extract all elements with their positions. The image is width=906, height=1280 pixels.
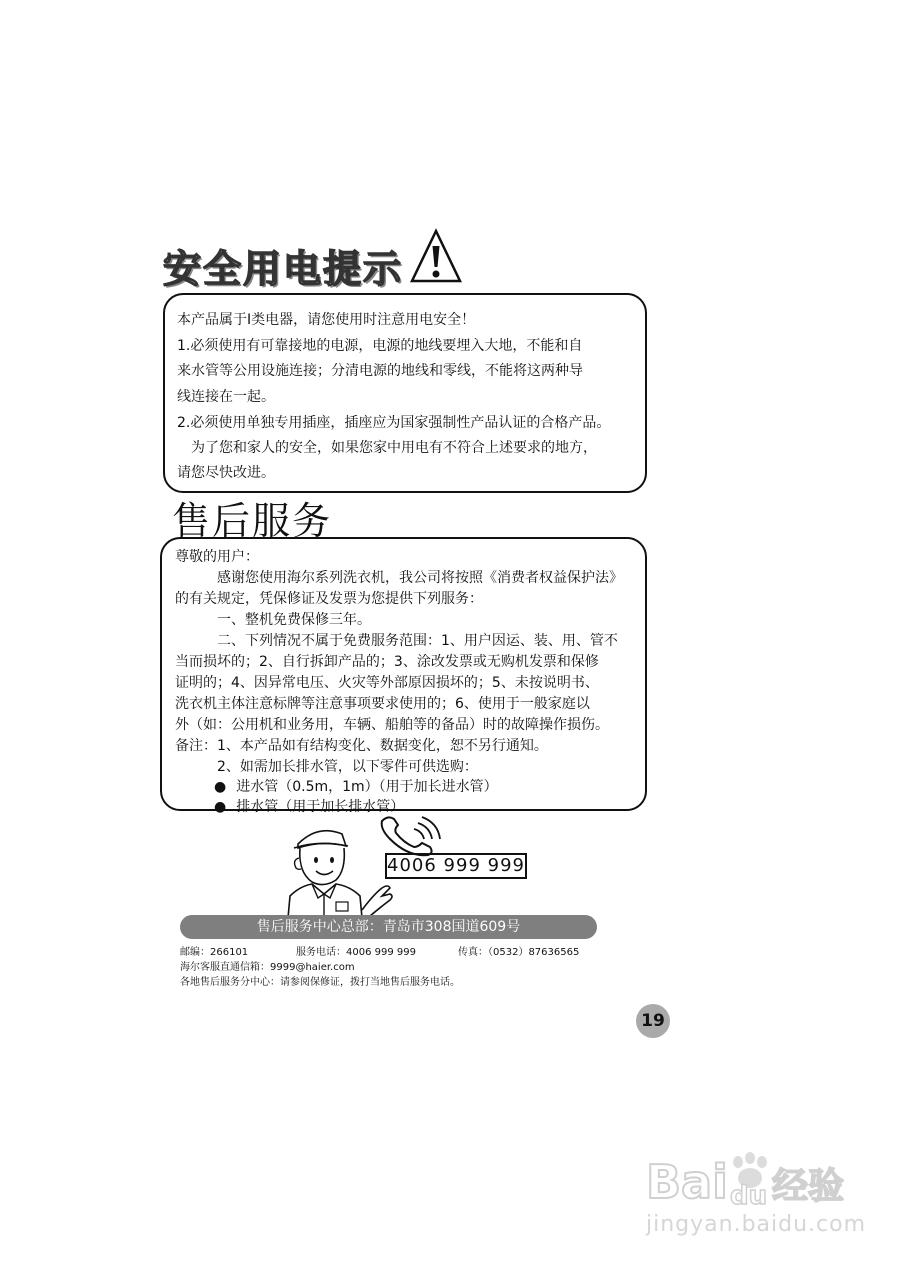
service-title: 售后服务 [172, 499, 333, 543]
postcode: 邮编：266101 [180, 947, 249, 958]
service-line: 当而损坏的；2、自行拆卸产品的；3、涂改发票或无购机发票和保修 [175, 654, 599, 670]
svg-text:经验: 经验 [772, 1166, 845, 1207]
safety-line: 2.必须使用单独专用插座，插座应为国家强制性产品认证的合格产品。 [177, 415, 611, 431]
safety-line: 请您尽快改进。 [177, 465, 275, 481]
branch-info: 各地售后服务分中心：请参阅保修证，拨打当地售后服务电话。 [180, 977, 460, 988]
service-line: 二、下列情况不属于免费服务范围：1、用户因运、装、用、管不 [175, 633, 618, 649]
service-line: 洗衣机主体注意标牌等注意事项要求使用的；6、使用于一般家庭以 [175, 696, 590, 712]
bullet-icon: ● [214, 799, 227, 815]
bullet-icon: ● [214, 779, 227, 795]
bullet-text: 排水管（用于加长排水管） [236, 799, 405, 815]
safety-line: 为了您和家人的安全，如果您家中用电有不符合上述要求的地方， [177, 440, 597, 456]
safety-line: 本产品属于I类电器，请您使用时注意用电安全！ [177, 312, 476, 328]
safety-line: 来水管等公用设施连接；分清电源的地线和零线，不能将这两种导 [177, 363, 583, 379]
hotline-number: 4006 999 999 [385, 853, 527, 879]
service-line: 证明的；4、因异常电压、火灾等外部原因损坏的；5、未按说明书、 [175, 675, 599, 691]
page-number: 19 [636, 1004, 670, 1038]
service-line: 外（如：公用机和业务用，车辆、船舶等的备品）时的故障操作损伤。 [175, 717, 609, 733]
svg-text:Bai: Bai [646, 1155, 728, 1209]
service-phone: 服务电话：4006 999 999 [296, 947, 416, 958]
safety-line: 线连接在一起。 [177, 389, 275, 405]
svg-text:du: du [730, 1181, 768, 1210]
service-terms-box [160, 537, 647, 815]
telephone-icon [378, 813, 444, 857]
service-email: 海尔客服直通信箱：9999@haier.com [180, 962, 355, 973]
safety-line: 1.必须使用有可靠接地的电源，电源的地线要埋入大地，不能和自 [177, 338, 583, 354]
service-line: 2、如需加长排水管，以下零件可供选购： [175, 759, 478, 775]
service-line: 一、整机免费保修三年。 [175, 612, 371, 628]
watermark-url: jingyan.baidu.com [646, 1212, 867, 1237]
safety-title: 安全用电提示 [163, 247, 404, 291]
bullet-item [214, 796, 404, 816]
hq-address-bar: 售后服务中心总部：青岛市308国道609号 [180, 915, 597, 939]
bullet-text: 进水管（0.5m，1m）（用于加长进水管） [236, 779, 498, 795]
service-line: 的有关规定，凭保修证及发票为您提供下列服务： [175, 591, 483, 607]
fax: 传真：（0532）87636565 [458, 947, 580, 958]
service-line: 尊敬的用户： [175, 549, 259, 565]
safety-notice-box [163, 293, 647, 493]
bullet-item [214, 776, 498, 796]
service-line: 备注：1、本产品如有结构变化、数据变化，恕不另行通知。 [175, 738, 548, 754]
service-line: 感谢您使用海尔系列洗衣机，我公司将按照《消费者权益保护法》 [175, 570, 623, 586]
baidu-watermark-logo [646, 1150, 856, 1210]
warning-triangle-icon [410, 228, 462, 284]
